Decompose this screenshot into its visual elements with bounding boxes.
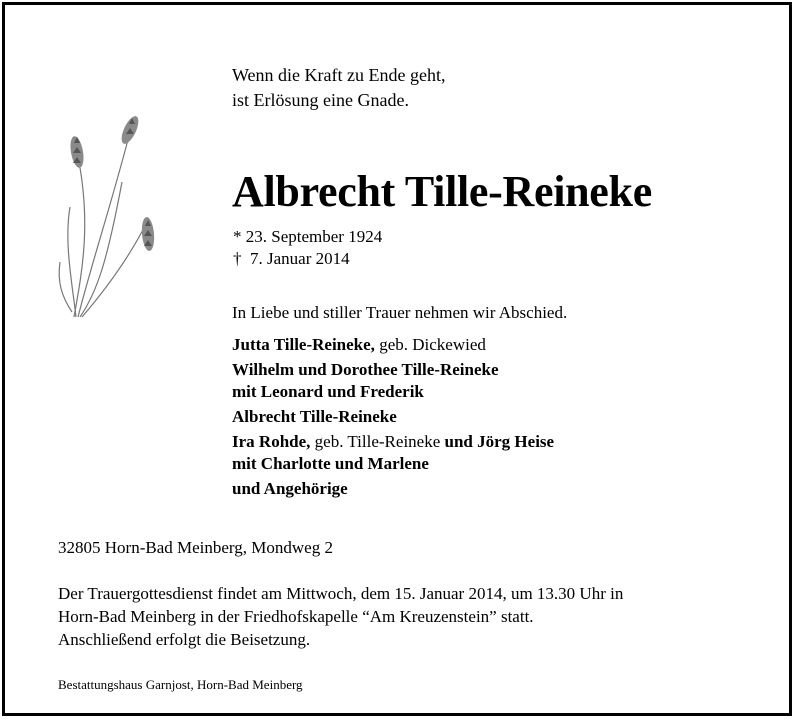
mourner-entry	[232, 478, 554, 500]
mourner-entry	[232, 406, 554, 428]
mourner-children: mit Charlotte und Marlene	[232, 454, 429, 473]
mourner-note: geb. Dickewied	[374, 335, 486, 354]
mourner-entry	[232, 334, 554, 356]
deceased-name: Albrecht Tille-Reineke	[232, 167, 652, 216]
mourners-list	[232, 334, 554, 503]
undertaker-credit: Bestattungshaus Garnjost, Horn-Bad Meinberg	[58, 677, 303, 692]
epigraph	[232, 63, 445, 113]
service-line-2: Horn-Bad Meinberg in der Friedhofskapelle “Am Kreuzenstein” statt.	[58, 607, 534, 626]
mourner-name: Jutta Tille-Reineke,	[232, 335, 375, 354]
mourner-name: Ira Rohde,	[232, 432, 311, 451]
mourner-relatives: und Angehörige	[232, 479, 348, 498]
birth-date: * 23. September 1924	[233, 227, 383, 246]
service-line-1: Der Trauergottesdienst findet am Mittwoch, dem 15. Januar 2014, um 13.30 Uhr in	[58, 584, 624, 603]
mourner-note: geb. Tille-Reineke	[310, 432, 445, 451]
service-line-3: Anschließend erfolgt die Beisetzung.	[58, 630, 311, 649]
epigraph-line-2: ist Erlösung eine Gnade.	[232, 90, 409, 110]
epigraph-line-1: Wenn die Kraft zu Ende geht,	[232, 65, 446, 85]
farewell-text: In Liebe und stiller Trauer nehmen wir Abschied.	[232, 303, 568, 322]
service-info	[58, 582, 623, 651]
mourner-entry	[232, 359, 554, 403]
wheat-stalks-icon	[52, 112, 172, 322]
death-date: † 7. Januar 2014	[233, 249, 350, 268]
mourner-name: Wilhelm und Dorothee Tille-Reineke	[232, 360, 499, 379]
mourner-children: mit Leonard und Frederik	[232, 382, 424, 401]
mourner-partner: und Jörg Heise	[444, 432, 555, 451]
mourner-entry	[232, 431, 554, 475]
mourner-name: Albrecht Tille-Reineke	[232, 407, 397, 426]
family-address: 32805 Horn-Bad Meinberg, Mondweg 2	[58, 538, 333, 557]
life-dates	[233, 226, 382, 270]
